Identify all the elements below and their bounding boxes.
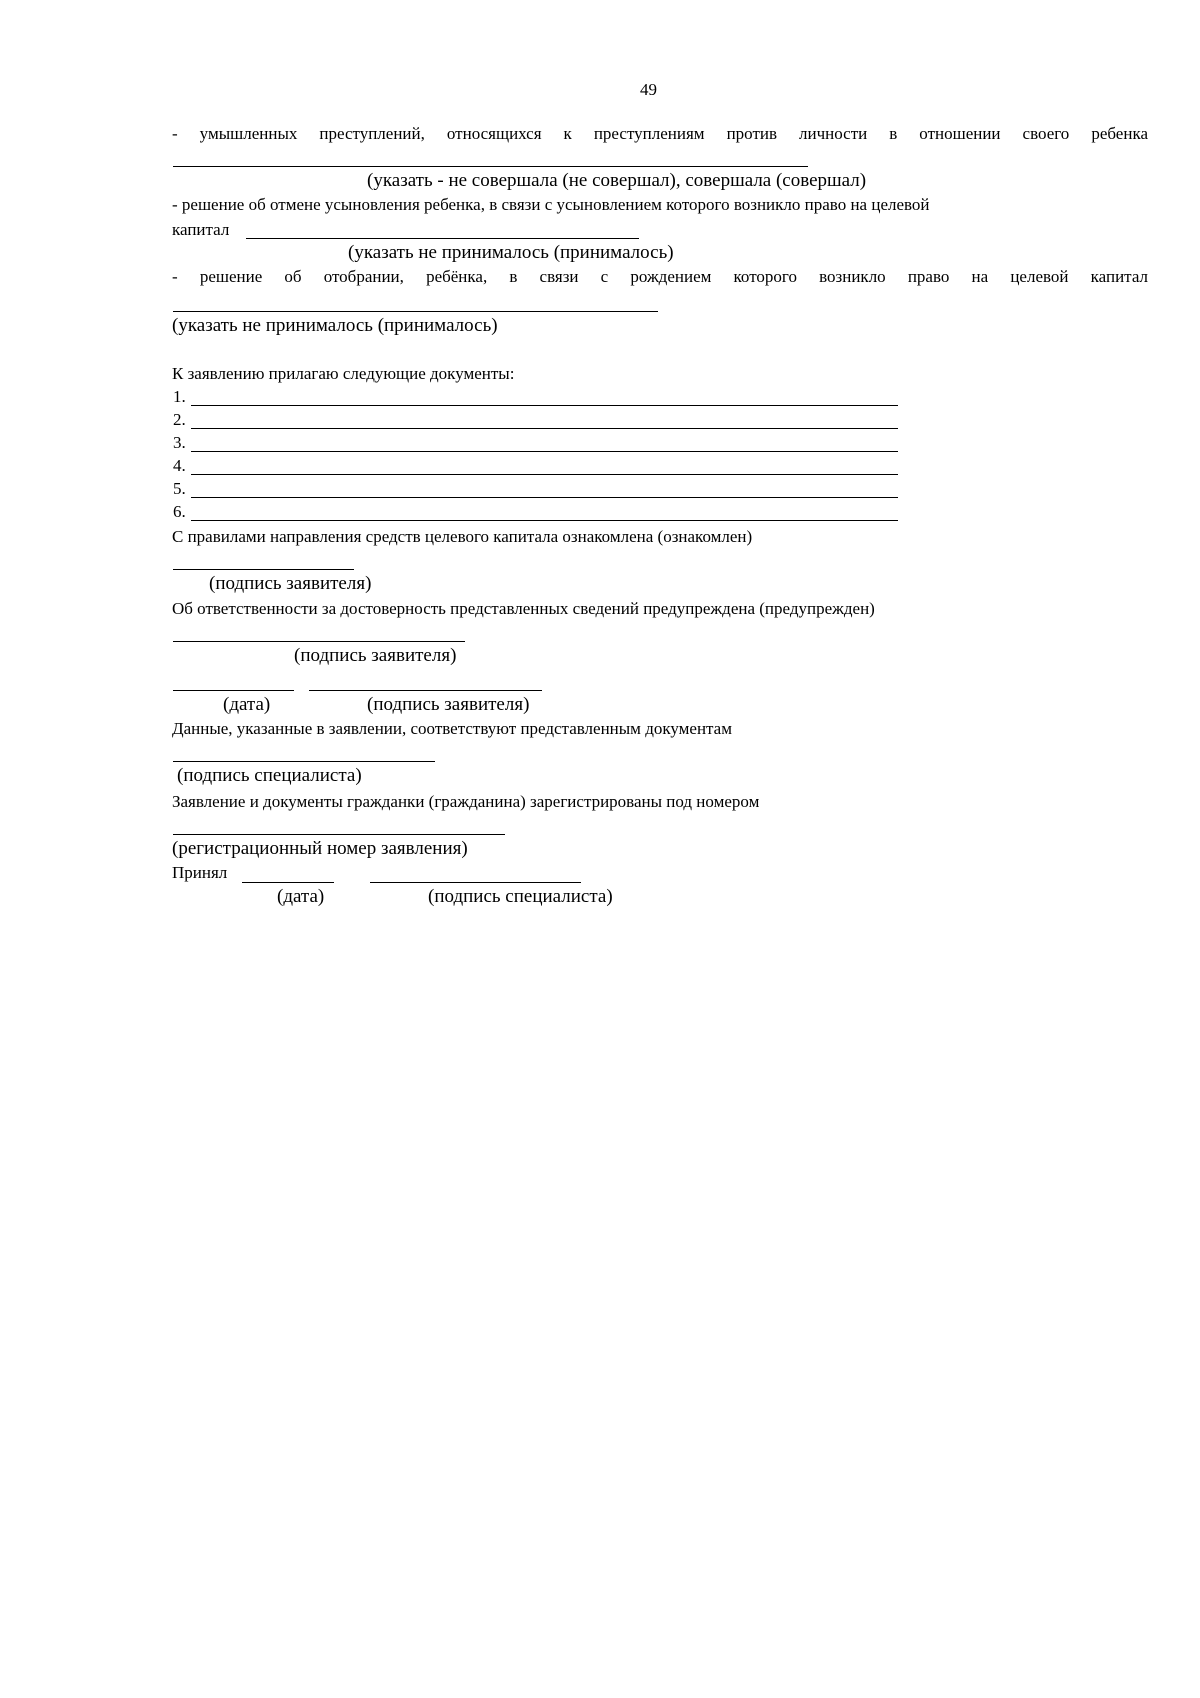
accepted-signature-caption: (подпись специалиста) bbox=[428, 886, 613, 907]
attachment-number: 3. bbox=[173, 433, 186, 452]
adoption-item-text-cont: капитал bbox=[172, 220, 230, 239]
liability-ack-signature-line[interactable] bbox=[173, 641, 465, 642]
adoption-hint: (указать не принималось (принималось) bbox=[348, 242, 674, 263]
applicant-signature-line[interactable] bbox=[309, 690, 542, 691]
liability-ack-signature-caption: (подпись заявителя) bbox=[294, 645, 457, 666]
attachment-number: 2. bbox=[173, 410, 186, 429]
accepted-date-caption: (дата) bbox=[277, 886, 325, 907]
crimes-answer-line bbox=[173, 166, 808, 167]
registration-text: Заявление и документы гражданки (гражданина) зарегистрированы под номером bbox=[172, 792, 760, 811]
adoption-item-text: - решение об отмене усыновления ребенка, в связи с усыновлением которого возникло право на целевой bbox=[172, 195, 930, 214]
attachment-number: 5. bbox=[173, 479, 186, 498]
removal-item-text: - решение об отобрании, ребёнка, в связи с рождением которого возникло право на целевой капитал bbox=[172, 267, 1148, 286]
crimes-hint: (указать - не совершала (не совершал), совершала (совершал) bbox=[367, 170, 867, 191]
attachment-number: 6. bbox=[173, 502, 186, 521]
adoption-answer-line bbox=[246, 238, 639, 239]
crimes-item-text: - умышленных преступлений, относящихся к преступлениям против личности в отношении своего ребенка bbox=[172, 124, 1148, 143]
liability-ack-text: Об ответственности за достоверность представленных сведений предупреждена (предупрежден) bbox=[172, 599, 875, 618]
accepted-signature-line[interactable] bbox=[370, 882, 581, 883]
accepted-date-line[interactable] bbox=[242, 882, 334, 883]
attachment-number: 4. bbox=[173, 456, 186, 475]
removal-answer-line bbox=[173, 311, 658, 312]
rules-ack-text: С правилами направления средств целевого капитала ознакомлена (ознакомлен) bbox=[172, 527, 753, 546]
page-number: 49 bbox=[640, 80, 657, 99]
removal-hint: (указать не принималось (принималось) bbox=[172, 315, 498, 336]
rules-ack-signature-caption: (подпись заявителя) bbox=[209, 573, 372, 594]
applicant-signature-caption: (подпись заявителя) bbox=[367, 694, 530, 715]
data-match-text: Данные, указанные в заявлении, соответствуют представленным документам bbox=[172, 719, 732, 738]
rules-ack-signature-line[interactable] bbox=[173, 569, 354, 570]
attachment-number: 1. bbox=[173, 387, 186, 406]
attachments-intro: К заявлению прилагаю следующие документы: bbox=[172, 364, 515, 383]
registration-caption: (регистрационный номер заявления) bbox=[172, 838, 468, 859]
specialist-signature-caption: (подпись специалиста) bbox=[177, 765, 362, 786]
applicant-date-line[interactable] bbox=[173, 690, 294, 691]
registration-number-line[interactable] bbox=[173, 834, 505, 835]
accepted-label: Принял bbox=[172, 863, 228, 882]
applicant-date-caption: (дата) bbox=[223, 694, 271, 715]
specialist-signature-line[interactable] bbox=[173, 761, 435, 762]
